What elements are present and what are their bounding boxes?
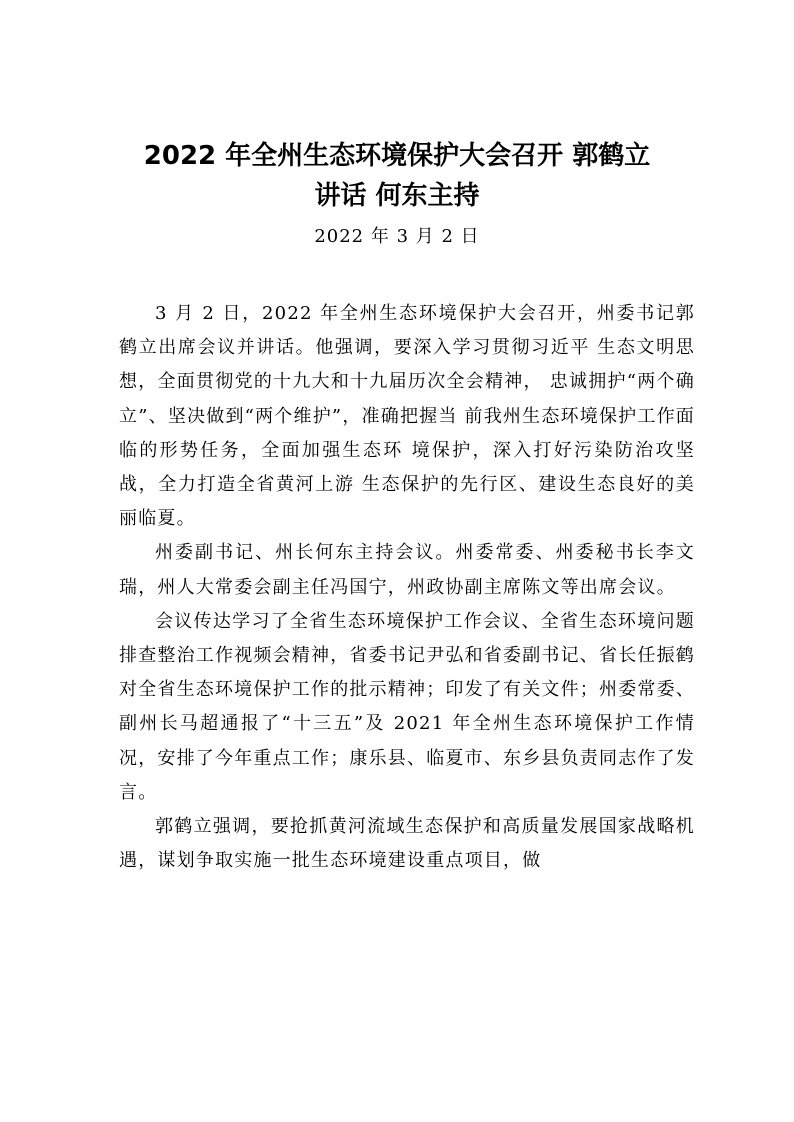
paragraph: 州委副书记、州长何东主持会议。州委常委、州委秘书长李文瑞，州人大常委会副主任冯国宁，州政协副主席陈文等出席会议。 [119, 542, 695, 598]
document-title [100, 136, 694, 216]
document-body [119, 297, 695, 878]
title-line-1: 2022 年全州生态环境保护大会召开 郭鹤立 [143, 141, 651, 171]
paragraph: 郭鹤立强调，要抢抓黄河流域生态保护和高质量发展国家战略机遇，谋划争取实施一批生态环境建设重点项目，做 [119, 816, 695, 872]
title-line-2: 讲话 何东主持 [314, 181, 480, 211]
paragraph: 会议传达学习了全省生态环境保护工作会议、全省生态环境问题排查整治工作视频会精神，省委书记尹弘和省委副书记、省长任振鹤对全省生态环境保护工作的批示精神；印发了有关文件；州委常委、副州长马超通报了“十三五”及 2021 年全州生态环境保护工作情况，安排了今年重点工作；康乐县、临夏市、东乡县负责同志作了发言。 [119, 610, 695, 803]
document-date: 2022 年 3 月 2 日 [314, 226, 480, 247]
paragraph: 3 月 2 日，2022 年全州生态环境保护大会召开，州委书记郭鹤立出席会议并讲话。他强调，要深入学习贯彻习近平 生态文明思想，全面贯彻党的十九大和十九届历次全会精神， 忠诚拥护“两个确立”、坚决做到“两个维护”，准确把握当 前我州生态环境保护工作面临的形势任务，全面加强生态环 境保护，深入打好污染防治攻坚战，全力打造全省黄河上游 生态保护的先行区、建设生态良好的美丽临夏。 [119, 303, 695, 530]
